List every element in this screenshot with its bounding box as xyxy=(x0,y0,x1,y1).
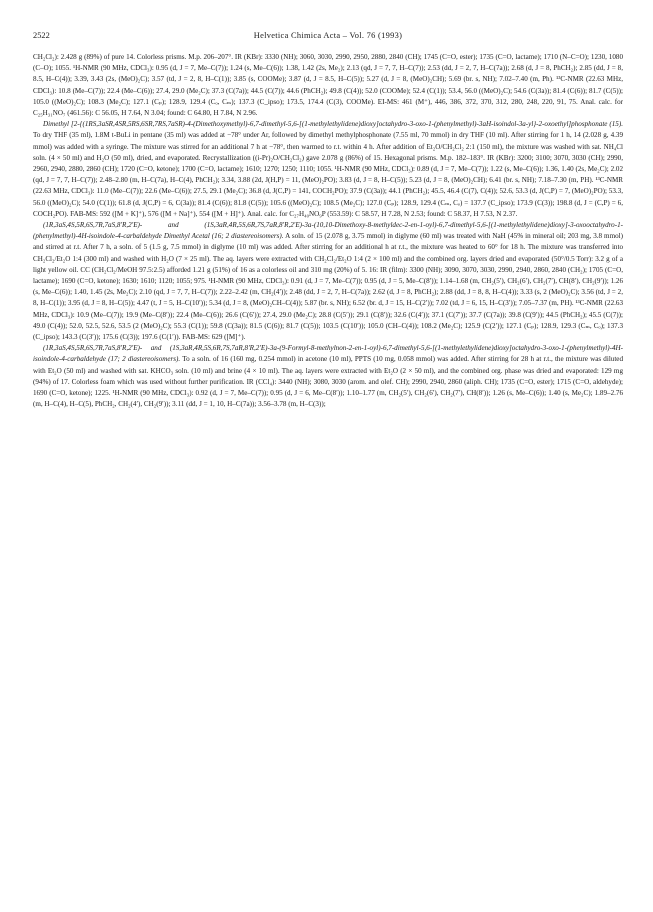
paragraph-text: To a soln. of 16 (160 mg, 0.254 mmol) in acetone (10 ml), PPTS (10 mg, 0.058 mmol) was added. After stirring for 28 h at r.t., the mixture was diluted with Et₂O (50 ml) and washed with sat. KHCO₃ soln. (10 ml) and brine (4 × 10 ml). The aq. layers were extracted with Et₂O (2 × 50 ml), and the combined org. phase was dried and evaporated: 129 mg (94%) of 17. Colorless foam which was used without further purification. IR (CCl₄): 3440 (NH); 3080, 3030 (arom. and olef. CH); 2990, 2940, 2860 (aliph. CH); 1735 (C=O, ester); 1715 (C=O, aldehyde); 1690 (C=O, ketone); 1225. ¹H-NMR (90 MHz, CDCl₃): 0.92 (d, J = 7, Me–C(7)); 0.95 (d, J = 6, Me–C(8′)); 1.10–1.77 (m, CH₂(5′), CH₂(6′), CH₂(7′), CH(8′)); 1.26 (s, Me–C(6)); 1.40 (s, Me₂C); 1.89–2.76 (m, H–C(4), H–C(5), PhCH₂, CH₂(4′), CH₂(9′)); 3.11 (dd, J = 1, 10, H–C(7a)); 3.56–3.78 (m, H–C(3)); xyxy=(33,355,624,409)
journal-page xyxy=(33,30,623,890)
paragraph-compound-15 xyxy=(33,119,623,220)
page-body xyxy=(33,52,623,411)
compound-heading: (1R,3aS,4S,5R,6S,7R,7aS,8′R,2′E)- and (1S,3aR,4R,5S,6R,7S,7aR,8′R,2′E)-3a-(9-Formyl-8-methylnon-2-en-1-oyl)-6,7-dimethyl-5,6-[(1-methylethylidene)dioxy]octahydro-3-oxo-1-(phenylmethyl)-4H-isoindole-4-carbaldehyde (17; 2 diastereoisomers). xyxy=(33,344,623,364)
paragraph-compound-14-data xyxy=(33,52,623,119)
compound-heading: (1R,3aS,4S,5R,6S,7R,7aS,8′R,2′E)- and (1S,3aR,4R,5S,6R,7S,7aR,8′R,2′E)-3a-(10,10-Dimethoxy-8-methyldec-2-en-1-oyl)-6,7-dimethyl-5,6-[(1-methylethylidene)dioxy]-3-oxooctahydro-1-(phenylmethyl)-4H-isoindole-4-carbaldehyde Dimethyl Acetal (16; 2 diastereoisomers). xyxy=(33,221,623,241)
paragraph-text: CH₂Cl₂): 2.428 g (89%) of pure 14. Colorless prisms. M.p. 206–207°. IR (KBr): 3330 (NH); 3060, 3030, 2990, 2950, 2880, 2840 (CH); 1745 (C=O, ester); 1735 (C=O, lactame); 1710 (N–C=O); 1230, 1080 (C–O); 1055. ¹H-NMR (90 MHz, CDCl₃): 0.95 (d, J = 7, Me–C(7)); 1.24 (s, Me–C(6)); 1.38, 1.42 (2s, Me₂); 2.13 (qd, J = 7, 7, H–C(7)); 2.53 (dd, J = 2, 7, H–C(7a)); 2.68 (d, J = 8, PhCH₂); 2.85 (dd, J = 8, 8.5, H–C(4)); 3.39, 3.43 (2s, (MeO)₂C); 3.57 (td, J = 2, 8, H–C(1)); 3.85 (s, COOMe); 3.87 (d, J = 8.5, H–C(5)); 5.27 (d, J = 8, (MeO)₂CH); 5.69 (br. s, NH); 7.02–7.40 (m, Ph). ¹³C-NMR (22.63 MHz, CDCl₃): 10.8 (Me–C(7)); 22.4 (Me–C(6)); 27.4, 29.0 (Me₂C); 37.3 (C(7a)); 44.5 (C(7)); 44.6 (PhCH₂); 49.8 (C(4)); 52.0 (COOMe); 52.4 (C(1)); 53.4, 56.0 ((MeO)₂C); 54.6 (C(3a)); 81.4 (C(6)); 81.7 (C(5)); 105.0 ((MeO)₂C); 108.3 (Me₂C); 127.1 (Cₚ); 128.9, 129.4 (Cₒ, Cₘ); 137.3 (C_ipso); 173.5, 174.4 (C(3), COOMe). EI-MS: 461 (M⁺), 446, 386, 372, 370, 312, 280, 248, 220, 91, 75. Anal. calc. for C₂₅H₃₁NO₇ (461.56): C 56.05, H 7.64, N 3.04; found: C 64.80, H 7.84, N 2.96. xyxy=(33,53,623,118)
page-number: 2522 xyxy=(33,31,50,40)
paragraph-text: To dry THF (35 ml), 1.8M t-BuLi in pentane (35 ml) was added at −78° under Ar, followed by dimethyl methylphosphonate (7.55 ml, 70 mmol) in dry THF (10 ml). After stirring for 1 h, 14 (2.028 g, 4.39 mmol) was added with a syringe. The mixture was stirred for an additional 7 h at −78°, then warmed to r.t. within 4 h. After addition of Et₂O/CH₂Cl₂ 2:1 (150 ml), the mixture was washed with sat. NH₄Cl soln. (4 × 50 ml) and H₂O (50 ml), dried, and evaporated. Recrystallization ((i-Pr)₂O/CH₂Cl₂) gave 2.078 g (86%) of 15. Hexagonal prisms. M.p. 182–183°. IR (KBr): 3200; 3100; 3070, 3030 (CH); 2990, 2960, 2940, 2880, 2860 (CH); 1720 (C=O, ketone); 1700 (C=O, lactame); 1610; 1270; 1250; 1110; 1055. ¹H-NMR (90 MHz, CDCl₃): 0.89 (d, J = 7, Me–C(7)); 1.22 (s, Me–C(6)); 1.36, 1.40 (2s, Me₂C); 2.02 (qd, J = 7, 7, H–C(7)); 2.48–2.80 (m, H–C(7a), H–C(4), PhCH₂); 3.34, 3.88 (2d, J(H,P) = 11, (MeO)₂PO); 3.83 (d, J = 8, H–C(5)); 5.23 (d, J = 8, (MeO)₂CH); 6.41 (br. s, NH); 7.18–7.30 (m, PH). ¹³C-NMR (22.63 MHz, CDCl₃): 11.0 (Me–C(7)); 22.6 (Me–C(6)); 27.5, 29.1 (Me₂C); 36.8 (d, J(C,P) = 141, COCH₂PO); 37.9 (C(3a)); 44.1 (PhCH₂); 45.5, 46.4 (C(7), C(4)); 52.6, 53.3 (d, J(C,P) = 7, (MeO)₂PO); 53.3, 56.0 ((MeO)₂C); 54.0 (C(1)); 61.8 (d, J(C,P) = 6, C(3a)); 81.4 (C(6)); 81.8 (C(5)); 105.6 ((MeO)₂C); 108.5 (Me₂C); 127.0 (Cₚ); 128.9, 129.4 (Cₘ, Cₒ) = 137.7 (C_ipso); 173.9 (C(3)); 198.8 (d, J = (C,P) = 6, COCH₂PO). FAB-MS: 592 ([M + K]⁺), 576 ([M + Na]⁺), 554 ([M + H]⁺). Anal. calc. for C₂₇H₄₀NO₉P (553.59): C 58.57, H 7.28, N 2.53; found: C 58.37, H 7.53, N 2.37. xyxy=(33,131,623,218)
journal-running-head: Helvetica Chimica Acta – Vol. 76 (1993) xyxy=(253,31,403,40)
paragraph-text: A soln. of 15 (2.078 g, 3.75 mmol) in diglyme (60 ml) was treated with NaH (45% in mineral oil; 203 mg, 3.8 mmol) and stirred at r.t. After 7 h, a soln. of 5 (1.5 g, 7.5 mmol) in diglyme (10 ml) was added. After stirring for an additional h at r.t., the mixture was heated to 60° for 18 h. The mixture was transferred into CH₂Cl₂/Et₂O 1:4 (300 ml) and washed with H₂O (7 × 25 ml). The aq. layers were extracted with CH₂Cl₂/Et₂O 1:4 (2 × 100 ml) and the combined org. layers dried and evaporated (50°/0.5 Torr): 3.2 g of a light yellow oil. CC (CH₂Cl₂/MeOH 97.5:2.5) afforded 1.21 g (51%) of 16 as a colorless oil and 310 mg (20%) of 5. 16: IR (film): 3300 (NH); 3090, 3070, 3030, 2990, 2940, 2860, 2840 (CH₂); 1705 (C=O, lactame); 1690 (C=O, ketone); 1630; 1610; 1120; 1055; 975. ¹H-NMR (90 MHz, CDCl₃): 0.91 (d, J = 7, Me–C(7)); 0.95 (d, J = 5, Me–C(8′)); 1.14–1.68 (m, CH₂(5′), CH₂(6′), CH₂(7′), CH(8′), CH₂(9′)); 1.26 (s, Me–C(6)); 1.40, 1.45 (2s, Me₂C); 2.10 (qd, J = 7, 7, H–C(7)); 2.22–2.42 (m, CH₂(4′)); 2.48 (dd, J = 2, 7, H–C(7a)); 2.62 (d, J = 8, PhCH₂); 2.88 (dd, J = 8, 8, H–C(4)); 3.33 (s, 2 (MeO)₂C); 3.56 (td, J = 2, 8, H–C(1)); 3.95 (d, J = 8, H–C(5)); 4.47 (t, J = 5, H–C(10′)); 5.34 (d, J = 8, (MeO)₂CH–C(4)); 5.87 (br. s, NH); 6.52 (br. d, J = 15, H–C(2′)); 7.02 (td, J = 6, 15, H–C(3′)); 7.05–7.37 (m, PH). ¹³C-NMR (22.63 MHz, CDCl₃): 10.9 (Me–C(7)); 19.9 (Me–C(8′)); 22.4 (Me–C(6)); 26.6 (C(6′)); 27.4, 29.0 (Me₂C); 28.8 (C(5′)); 29.1 (C(8′)); 32.6 (C(4′)); 37.1 (C(7′)); 37.7 (C(7a)); 39.8 (C(9′)); 44.5 (PhCH₂); 45.5 (C(7)); 49.0 (C(4)); 52.0, 52.5, 52.6, 53.5 (2 (MeO)₂C); 55.3 (C(1)); 59.8 (C(3a)); 81.5 (C(6)); 81.7 (C(5)); 103.5 (C(10′)); 105.0 (CH–C(4)); 108.2 (Me₂C); 125.9 (C(2′)); 127.1 (Cₚ); 128.9, 129.3 (Cₘ, Cₒ); 137.3 (C_ipso); 143.3 (C(3′)); 175.6 (C(3)); 197.6 (C(1′)). FAB-MS: 629 ([M]⁺). xyxy=(33,232,623,342)
paragraph-compound-17 xyxy=(33,343,623,410)
page-header xyxy=(33,30,623,46)
paragraph-compound-16 xyxy=(33,220,623,343)
compound-heading: Dimethyl [2-{(1RS,3aSR,4SR,5RS,6SR,7RS,7aSR)-4-(Dimethoxymethyl)-6,7-dimethyl-5,6-[(1-methylethylidene)dioxy]octahydro-3-oxo-1-(phenylmethyl)-3aH-isoindol-3a-yl}-2-oxoethyl]phosphonate (15). xyxy=(43,120,623,129)
